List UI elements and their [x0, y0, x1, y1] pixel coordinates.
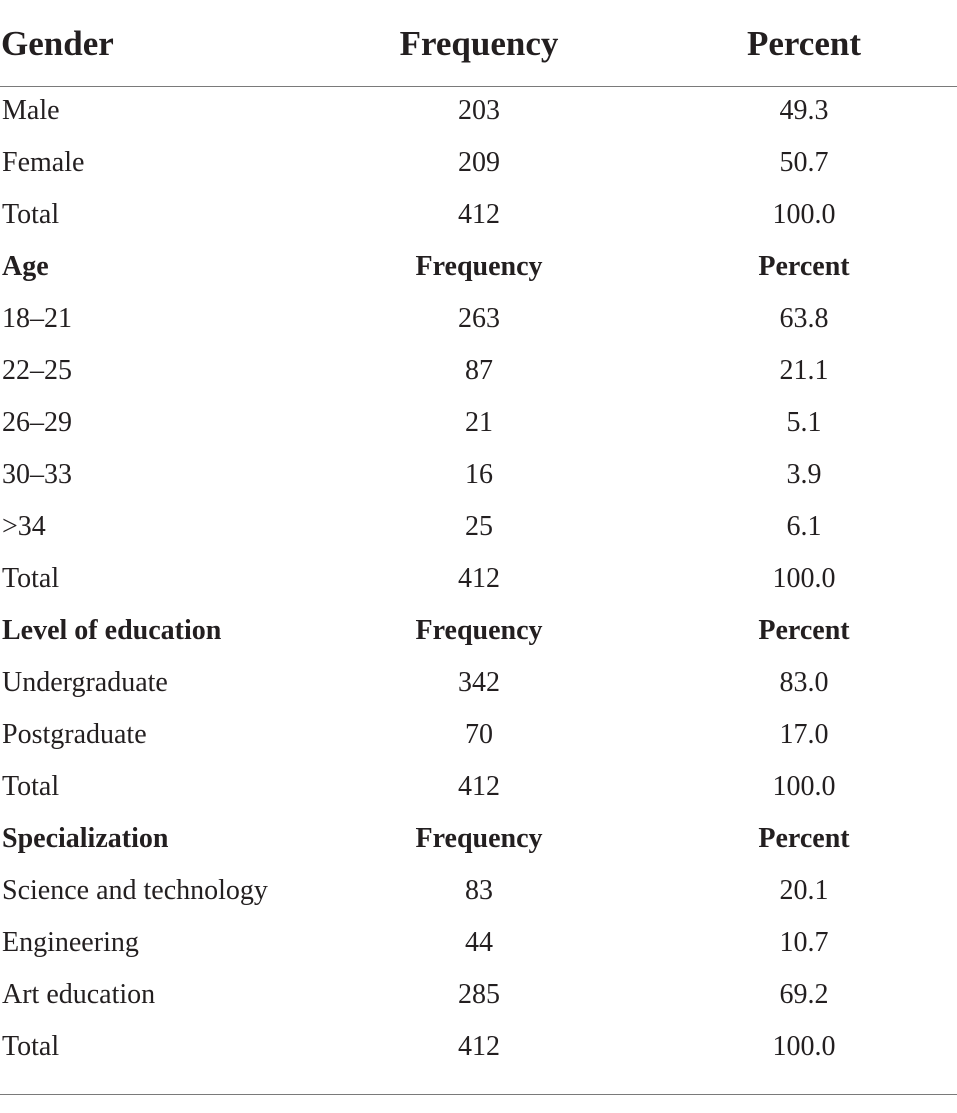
row-frequency: 70 — [465, 719, 493, 750]
row-percent: 100.0 — [772, 771, 836, 802]
row-frequency: 21 — [465, 407, 493, 438]
row-percent: 5.1 — [786, 407, 822, 438]
row-frequency: 83 — [465, 875, 493, 906]
row-frequency: 16 — [465, 459, 493, 490]
table-row — [0, 449, 957, 501]
row-frequency: 87 — [465, 355, 493, 386]
row-percent: 100.0 — [772, 199, 836, 230]
header-frequency: Frequency — [399, 24, 559, 63]
table-row — [0, 709, 957, 761]
row-frequency: 209 — [458, 147, 500, 178]
table-row — [0, 189, 957, 241]
table-bottom-rule — [0, 1094, 957, 1095]
row-frequency: 412 — [458, 771, 500, 802]
table-row — [0, 85, 957, 137]
row-label: Female — [2, 147, 85, 178]
row-label: Science and technology — [2, 875, 268, 906]
row-frequency: 44 — [465, 927, 493, 958]
row-percent: 69.2 — [779, 979, 829, 1010]
table-row — [0, 761, 957, 813]
table-header — [0, 0, 957, 87]
row-label: 26–29 — [2, 407, 72, 438]
row-label: Total — [2, 1031, 60, 1062]
row-percent: 100.0 — [772, 1031, 836, 1062]
table-row — [0, 657, 957, 709]
row-percent: 49.3 — [779, 95, 829, 126]
section-label: Age — [2, 251, 49, 282]
row-label: 30–33 — [2, 459, 72, 490]
row-frequency: 412 — [458, 563, 500, 594]
section-percent-label: Percent — [758, 823, 850, 854]
row-frequency: 25 — [465, 511, 493, 542]
row-percent: 20.1 — [779, 875, 829, 906]
row-percent: 63.8 — [779, 303, 829, 334]
row-percent: 17.0 — [779, 719, 829, 750]
header-percent: Percent — [746, 24, 862, 63]
section-header-row — [0, 813, 957, 865]
section-header-row — [0, 241, 957, 293]
table-row — [0, 397, 957, 449]
table-row — [0, 1021, 957, 1073]
table-row — [0, 345, 957, 397]
row-percent: 3.9 — [786, 459, 822, 490]
header-gender: Gender — [1, 24, 114, 63]
row-frequency: 412 — [458, 199, 500, 230]
table-row — [0, 137, 957, 189]
row-label: Male — [2, 95, 60, 126]
table-row — [0, 553, 957, 605]
row-frequency: 342 — [458, 667, 500, 698]
row-label: 22–25 — [2, 355, 72, 386]
row-label: Undergraduate — [2, 667, 168, 698]
row-frequency: 203 — [458, 95, 500, 126]
section-header-row — [0, 605, 957, 657]
section-label: Level of education — [2, 615, 222, 646]
table-row — [0, 969, 957, 1021]
section-percent-label: Percent — [758, 251, 850, 282]
table-row — [0, 501, 957, 553]
row-percent: 100.0 — [772, 563, 836, 594]
row-label: Postgraduate — [2, 719, 147, 750]
section-percent-label: Percent — [758, 615, 850, 646]
row-percent: 83.0 — [779, 667, 829, 698]
section-frequency-label: Frequency — [415, 823, 543, 854]
row-label: Total — [2, 199, 60, 230]
table-row — [0, 917, 957, 969]
section-frequency-label: Frequency — [415, 615, 543, 646]
table-row — [0, 865, 957, 917]
row-label: Total — [2, 563, 60, 594]
row-label: 18–21 — [2, 303, 72, 334]
section-frequency-label: Frequency — [415, 251, 543, 282]
row-percent: 21.1 — [779, 355, 829, 386]
row-frequency: 285 — [458, 979, 500, 1010]
row-frequency: 412 — [458, 1031, 500, 1062]
row-label: Art education — [2, 979, 156, 1010]
row-frequency: 263 — [458, 303, 500, 334]
section-label: Specialization — [2, 823, 169, 854]
row-percent: 6.1 — [786, 511, 822, 542]
row-label: >34 — [2, 511, 46, 542]
row-percent: 10.7 — [779, 927, 829, 958]
table-row — [0, 293, 957, 345]
row-percent: 50.7 — [779, 147, 829, 178]
row-label: Total — [2, 771, 60, 802]
row-label: Engineering — [2, 927, 139, 958]
